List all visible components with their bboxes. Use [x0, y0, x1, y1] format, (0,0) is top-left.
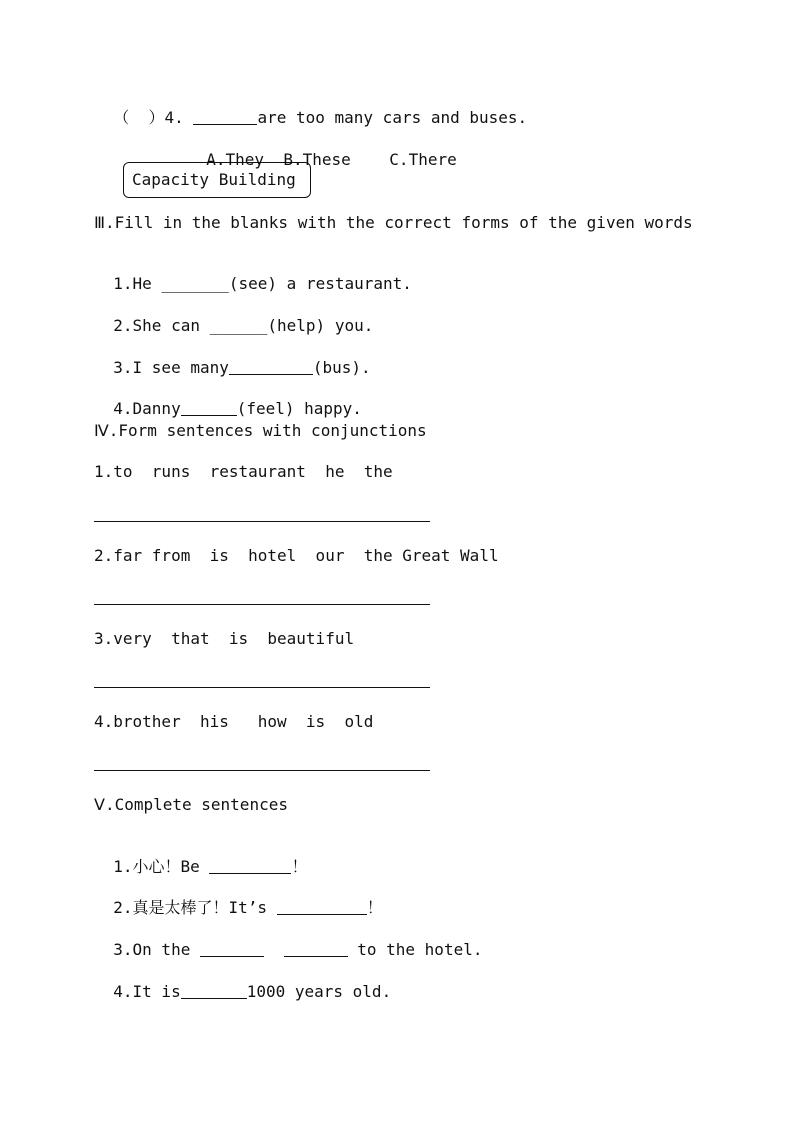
answer-line-4[interactable] — [94, 770, 430, 771]
section-3-item-2: 2.She can ______(help) you. — [113, 316, 374, 335]
section-4-item-4: 4.brother his how is old — [94, 712, 374, 731]
section-3-item-1: 1.He _______(see) a restaurant. — [113, 274, 412, 293]
option-a[interactable]: A.They — [206, 150, 265, 169]
blank-great[interactable] — [277, 898, 367, 915]
question-4-blank[interactable] — [193, 108, 257, 125]
blank-help[interactable]: ______ — [209, 316, 268, 335]
section-4-item-1: 1.to runs restaurant he the — [94, 462, 393, 481]
section-4-item-2: 2.far from is hotel our the Great Wall — [94, 546, 499, 565]
blank-bus[interactable] — [229, 358, 313, 375]
blank-careful[interactable] — [209, 857, 291, 874]
capacity-building-label: Capacity Building — [123, 162, 311, 198]
answer-line-2[interactable] — [94, 604, 430, 605]
blank-feel[interactable] — [181, 399, 237, 416]
blank-see[interactable]: _______ — [161, 274, 229, 293]
section-3-item-4: 4.Danny (feel) happy. — [113, 399, 362, 418]
section-5-item-2: 2.真是太棒了！It’s ！ — [113, 898, 383, 917]
blank-about[interactable] — [181, 982, 247, 999]
blank-way-2[interactable] — [284, 940, 348, 957]
answer-line-3[interactable] — [94, 687, 430, 688]
section-5-item-1: 1.小心！Be ！ — [113, 857, 308, 876]
section-4-title: Ⅳ.Form sentences with conjunctions — [94, 421, 427, 440]
section-5-item-4: 4.It is 1000 years old. — [113, 982, 392, 1001]
option-b[interactable]: B.These — [283, 150, 351, 169]
question-4 — [94, 88, 527, 128]
question-4-text: are too many cars and buses. — [257, 108, 528, 127]
section-4-item-3: 3.very that is beautiful — [94, 629, 355, 648]
answer-line-1[interactable] — [94, 521, 430, 522]
question-4-number: （ ）4. — [113, 108, 184, 127]
section-3-item-3: 3.I see many (bus). — [113, 358, 371, 377]
option-c[interactable]: C.There — [389, 150, 457, 169]
blank-way-1[interactable] — [200, 940, 264, 957]
section-3-title: Ⅲ.Fill in the blanks with the correct forms of the given words — [94, 213, 693, 232]
section-5-title: Ⅴ.Complete sentences — [94, 795, 288, 814]
section-5-item-3: 3.On the to the hotel. — [113, 940, 483, 959]
